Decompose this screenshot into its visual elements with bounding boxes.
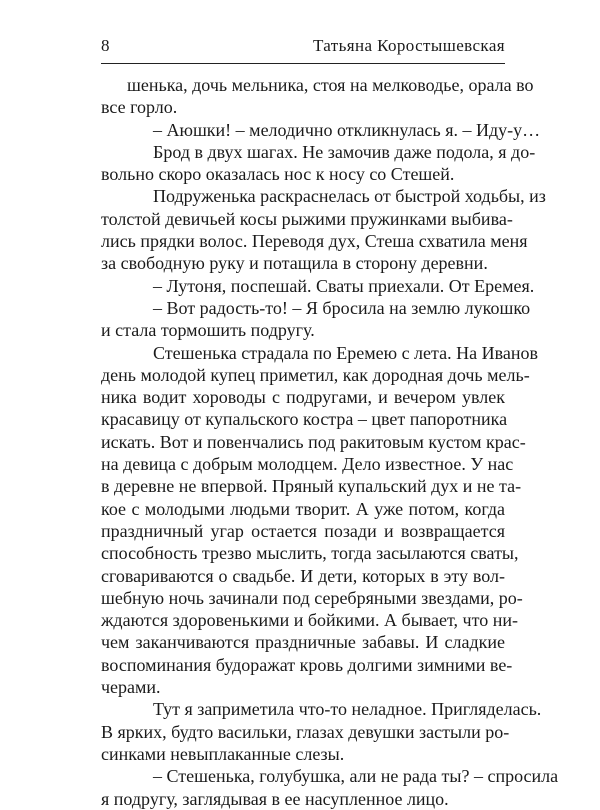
text-line: – Стешенька, голубушка, али не рада ты? – спросила [153, 766, 559, 787]
header-rule [101, 63, 505, 64]
paragraph [101, 698, 542, 765]
author-name: Татьяна Коростышевская [312, 36, 505, 55]
text-line: искать. Вот и повенчались под ракитовым кустом крас- [101, 431, 526, 452]
text-line: синками невыплаканные слезы. [101, 743, 345, 764]
text-line: В ярких, будто васильки, глазах девушки застыли ро- [101, 721, 510, 742]
text-line: ждаются здоровенькими и бойкими. А бывает, что ни- [101, 610, 518, 631]
text-line: ника водит хороводы с подругами, и вечером увлек [101, 387, 505, 408]
text-line: кое с молодыми людьми творит. А уже потом, когда [101, 498, 505, 519]
text-line: шебную ночь зачинали под серебряными звездами, ро- [101, 587, 523, 608]
text-line: чем заканчиваются праздничные забавы. И сладкие [101, 632, 505, 653]
text-line: воспоминания будоражат кровь долгими зимними ве- [101, 654, 513, 675]
text-line: способность трезво мыслить, тогда засылаются сваты, [101, 543, 519, 564]
paragraph [101, 342, 538, 699]
text-line: шенька, дочь мельника, стоя на мелководье, орала во [127, 75, 534, 95]
paragraph [101, 297, 531, 342]
text-line: я подругу, заглядывая в ее насупленное лицо. [101, 788, 449, 809]
paragraph [101, 119, 541, 141]
text-line: – Лутоня, поспешай. Сваты приехали. От Еремея. [153, 275, 535, 296]
paragraph [101, 141, 536, 186]
text-line: и стала тормошить подругу. [101, 320, 315, 341]
text-line: сговариваются о свадьбе. И дети, которых в эту вол- [101, 565, 505, 586]
text-line: красавицу от купальского костра – цвет папоротника [101, 409, 508, 430]
text-line: в деревне не впервой. Пряный купальский дух и не та- [101, 476, 522, 497]
text-line: все горло. [101, 97, 178, 118]
paragraph [101, 275, 535, 297]
text-line: Стешенька страдала по Еремею с лета. На Иванов [153, 342, 538, 363]
text-line: праздничный угар остается позади и возвращается [101, 520, 505, 541]
paragraph [101, 74, 534, 119]
running-header [101, 36, 505, 56]
text-line: Подруженька раскраснелась от быстрой ходьбы, из [153, 186, 546, 207]
text-line: черами. [101, 677, 161, 698]
text-line: Тут я заприметила что-то неладное. Пригляделась. [153, 699, 542, 720]
text-line: толстой девичьей косы рыжими пружинками выбива- [101, 208, 513, 229]
text-line: вольно скоро оказалась нос к носу со Стешей. [101, 164, 455, 185]
text-line: на девица с добрым молодцем. Дело известное. У нас [101, 454, 514, 475]
paragraph [101, 185, 546, 274]
page-number: 8 [101, 36, 110, 55]
text-line: Брод в двух шагах. Не замочив даже подола, я до- [153, 141, 536, 162]
text-line: день молодой купец приметил, как дородная дочь мель- [101, 364, 530, 385]
text-line: – Аюшки! – мелодично откликнулась я. – Иду-у… [153, 119, 541, 140]
text-line: за свободную руку и потащила в сторону деревни. [101, 253, 488, 274]
body-text [101, 74, 559, 810]
text-line: лись прядки волос. Переводя дух, Стеша схватила меня [101, 231, 528, 252]
text-line: – Вот радость-то! – Я бросила на землю лукошко [153, 297, 531, 318]
paragraph [101, 765, 559, 810]
